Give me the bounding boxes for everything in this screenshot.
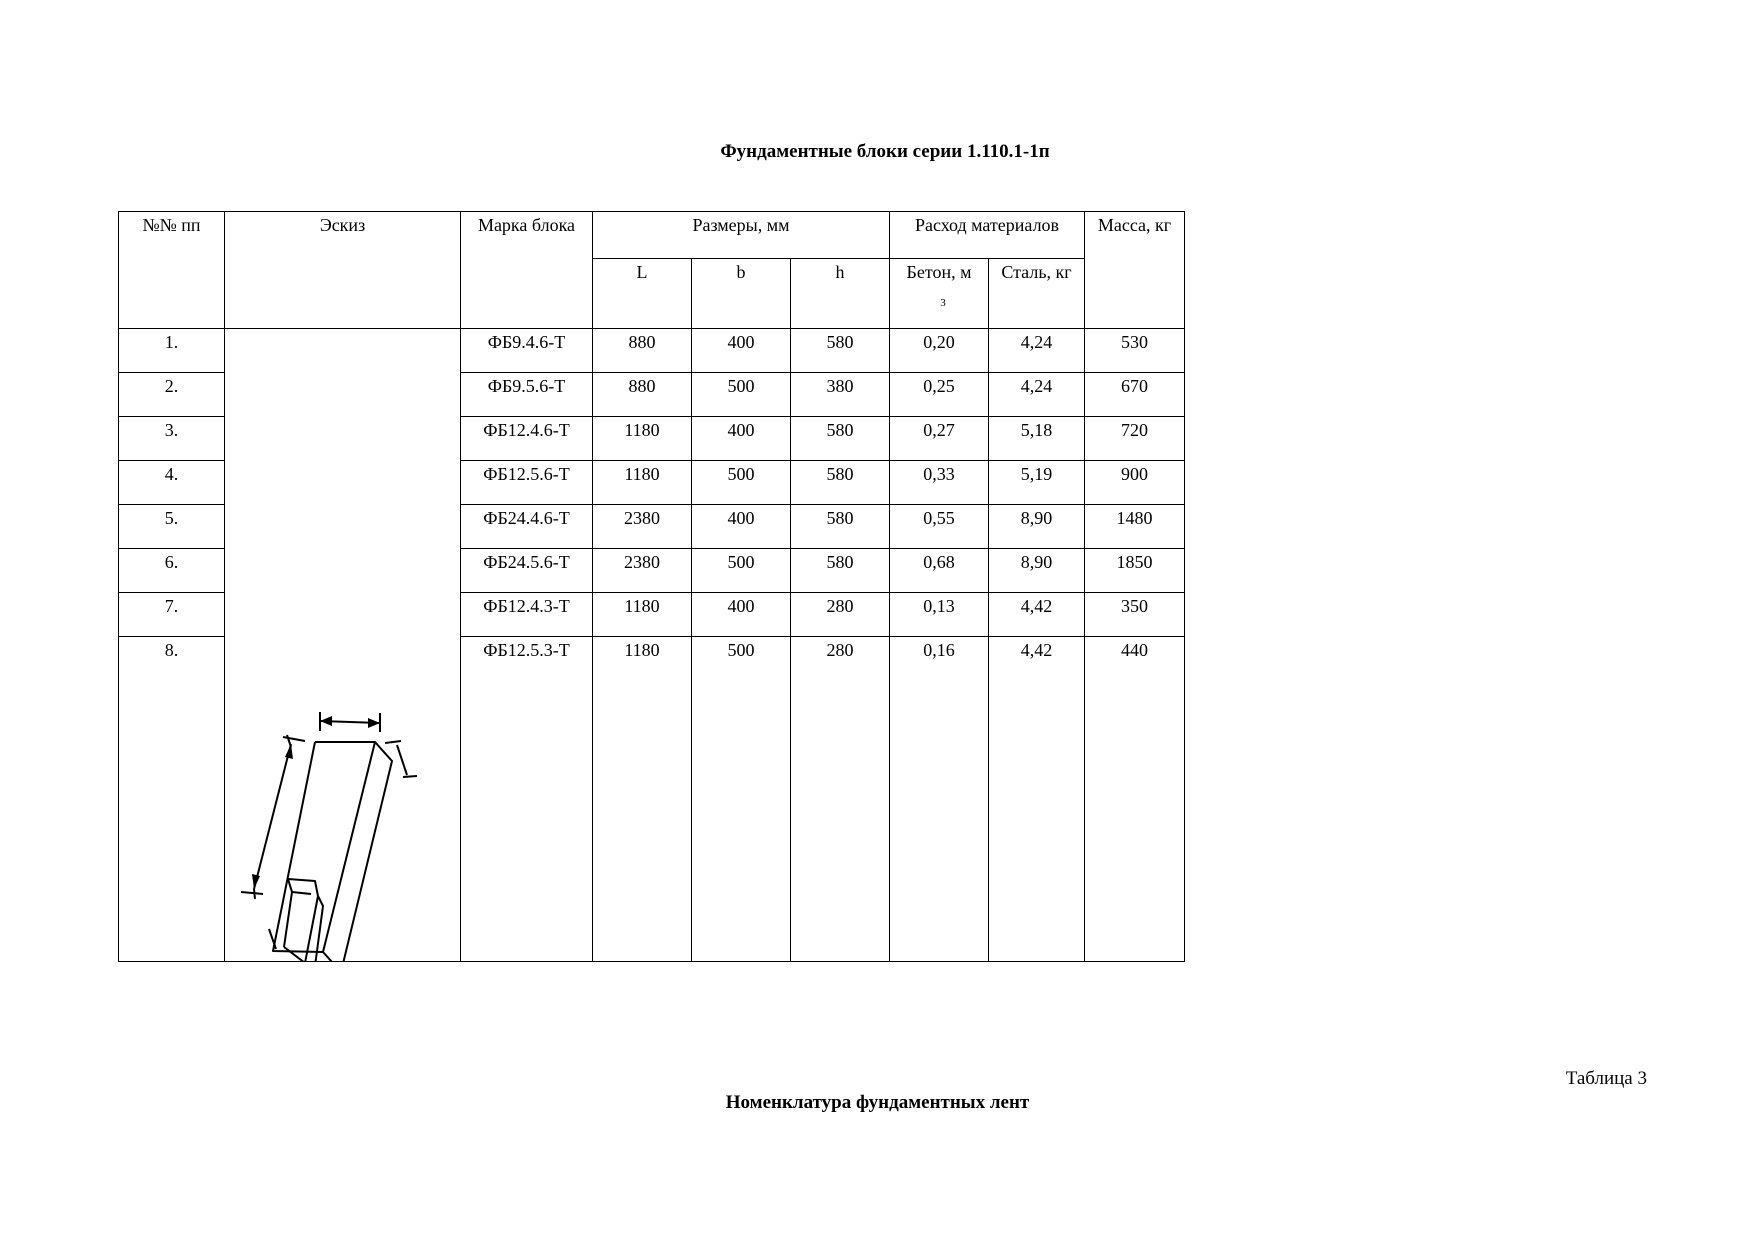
header-length: L (593, 259, 692, 329)
cell-h: 280 (791, 637, 890, 962)
cell-num: 5. (119, 505, 225, 549)
cell-num: 1. (119, 329, 225, 373)
cell-b: 400 (692, 417, 791, 461)
cell-b: 400 (692, 505, 791, 549)
cell-l: 1180 (593, 417, 692, 461)
cell-mass: 530 (1085, 329, 1185, 373)
cell-num: 7. (119, 593, 225, 637)
header-mark: Марка блока (461, 212, 593, 329)
cell-h: 580 (791, 417, 890, 461)
header-mass: Масса, кг (1085, 212, 1185, 329)
cell-mark: ФБ9.5.6-Т (461, 373, 593, 417)
cell-concrete: 0,25 (890, 373, 989, 417)
table-body (119, 329, 1185, 962)
cell-h: 580 (791, 505, 890, 549)
header-height: h (791, 259, 890, 329)
foundation-blocks-table (118, 211, 1185, 962)
cell-steel: 4,42 (989, 593, 1085, 637)
cell-b: 500 (692, 373, 791, 417)
cell-num: 2. (119, 373, 225, 417)
cell-h: 380 (791, 373, 890, 417)
cell-mass: 1480 (1085, 505, 1185, 549)
cell-l: 2380 (593, 505, 692, 549)
cell-concrete: 0,13 (890, 593, 989, 637)
cell-mass: 1850 (1085, 549, 1185, 593)
cell-b: 400 (692, 593, 791, 637)
cell-h: 580 (791, 461, 890, 505)
header-materials: Расход материалов (890, 212, 1085, 259)
cell-num: 4. (119, 461, 225, 505)
header-steel: Сталь, кг (989, 259, 1085, 329)
sketch-cell (225, 329, 461, 962)
cell-l: 880 (593, 329, 692, 373)
cell-b: 400 (692, 329, 791, 373)
cell-steel: 4,42 (989, 637, 1085, 962)
cell-l: 1180 (593, 593, 692, 637)
cell-num: 8. (119, 637, 225, 962)
cell-b: 500 (692, 549, 791, 593)
header-dimensions: Размеры, мм (593, 212, 890, 259)
cell-mass: 440 (1085, 637, 1185, 962)
cell-l: 1180 (593, 637, 692, 962)
cell-mark: ФБ12.5.6-Т (461, 461, 593, 505)
cell-l: 2380 (593, 549, 692, 593)
cell-steel: 4,24 (989, 329, 1085, 373)
cell-concrete: 0,27 (890, 417, 989, 461)
table-row (119, 329, 1185, 373)
cell-l: 1180 (593, 461, 692, 505)
cell-concrete: 0,55 (890, 505, 989, 549)
cell-mass: 670 (1085, 373, 1185, 417)
cell-mark: ФБ24.4.6-Т (461, 505, 593, 549)
cell-mark: ФБ24.5.6-Т (461, 549, 593, 593)
block-sketch-image (225, 329, 461, 962)
cell-mark: ФБ12.4.3-Т (461, 593, 593, 637)
cell-steel: 8,90 (989, 505, 1085, 549)
cell-mass: 350 (1085, 593, 1185, 637)
header-sketch: Эскиз (225, 212, 461, 329)
cell-steel: 8,90 (989, 549, 1085, 593)
header-concrete (890, 259, 989, 329)
cell-steel: 4,24 (989, 373, 1085, 417)
cell-h: 580 (791, 549, 890, 593)
section-title: Номенклатура фундаментных лент (725, 1092, 1030, 1113)
table-number-label: Таблица 3 (1565, 1068, 1647, 1089)
header-num: №№ пп (119, 212, 225, 329)
cell-steel: 5,19 (989, 461, 1085, 505)
concrete-unit-superscript: 3 (940, 297, 946, 309)
cell-h: 580 (791, 329, 890, 373)
cell-num: 6. (119, 549, 225, 593)
document-title: Фундаментные блоки серии 1.110.1-1п (720, 141, 1050, 162)
cell-concrete: 0,68 (890, 549, 989, 593)
cell-mass: 720 (1085, 417, 1185, 461)
cell-concrete: 0,20 (890, 329, 989, 373)
cell-h: 280 (791, 593, 890, 637)
cell-num: 3. (119, 417, 225, 461)
cell-concrete: 0,16 (890, 637, 989, 962)
cell-mass: 900 (1085, 461, 1185, 505)
cell-mark: ФБ12.4.6-Т (461, 417, 593, 461)
cell-concrete: 0,33 (890, 461, 989, 505)
cell-steel: 5,18 (989, 417, 1085, 461)
cell-mark: ФБ12.5.3-Т (461, 637, 593, 962)
concrete-label: Бетон, м (906, 262, 972, 282)
cell-l: 880 (593, 373, 692, 417)
cell-b: 500 (692, 461, 791, 505)
header-width: b (692, 259, 791, 329)
cell-b: 500 (692, 637, 791, 962)
cell-mark: ФБ9.4.6-Т (461, 329, 593, 373)
